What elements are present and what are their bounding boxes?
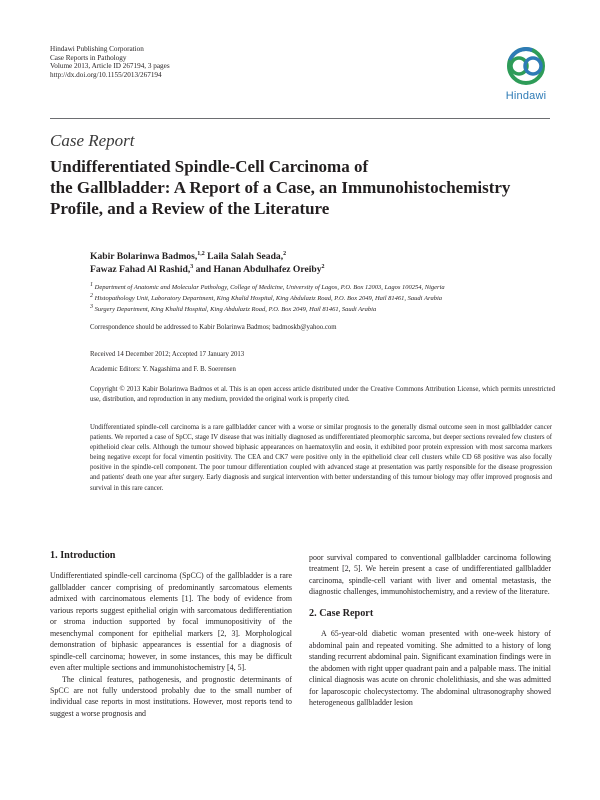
hindawi-logo [497,44,555,106]
header-divider [50,118,550,119]
author-name: Laila Salah Seada, [207,251,284,262]
title-line: the Gallbladder: A Report of a Case, an Immunohistochemistry [50,178,511,197]
title-line: Undifferentiated Spindle-Cell Carcinoma of [50,157,369,176]
author-affiliation-mark: 2 [283,250,287,257]
right-column [309,552,551,708]
volume-info: Volume 2013, Article ID 267194, 3 pages [50,62,170,71]
affiliation-text: Department of Anatomic and Molecular Pathology, College of Medicine, University of Lagos, P.O. Box 12003, Lagos 100254, Nigeria [94,284,445,291]
case-paragraph: A 65-year-old diabetic woman presented with one-week history of abdominal pain and repeated vomiting. She admitted to a history of long standing recurrent abdominal pain. Significant examination findings were in the abdomen with right upper quadrant pain and a palpable mass. The initial clinical diagnosis was acute on chronic cholelithiasis, and she was admitted for laparoscopic cholecystectomy. The abdominal ultrasonography showed heterogeneous gallbladder lesion [309,629,551,707]
affiliation-item [90,282,560,293]
academic-editors: Academic Editors: Y. Nagashima and F. B. Soerensen [90,366,236,373]
affiliation-item [90,293,560,304]
publisher-name: Hindawi Publishing Corporation [50,45,144,53]
article-type: Case Report [50,131,135,150]
affiliation-text: Histopathology Unit, Laboratory Department, King Khalid Hospital, King Abdulaziz Road, P.O. Box 2049, Hail 81461, Saudi Arabia [94,295,443,302]
copyright-notice: Copyright © 2013 Kabir Bolarinwa Badmos et al. This is an open access article distributed under the Creative Commons Attribution License, which permits unrestricted use, distribution, and reproduction in any medium, provided the original work is properly cited. [90,386,555,403]
author-list [90,250,550,276]
affiliation-number: 3 [90,303,93,310]
journal-name: Case Reports in Pathology [50,53,127,62]
article-title [50,156,530,219]
section-heading-case-report: 2. Case Report [309,607,374,619]
affiliations [90,282,560,315]
hindawi-logo-icon [497,44,555,90]
author-name: Fawaz Fahad Al Rashid, [90,264,191,275]
intro-paragraph-continued: poor survival compared to conventional gallbladder carcinoma following treatment [2, 5]. We herein present a case of undifferentiated gallbladder carcinoma, spindle-cell variant with liver and omental metastasis, the diagnostic challenges, immunohistochemistry, and a review of the literature. [309,553,551,597]
affiliation-text: Surgery Department, King Khalid Hospital, King Abdulaziz Road, P.O. Box 2049, Hail 81461, Saudi Arabia [94,306,377,313]
correspondence: Correspondence should be addressed to Kabir Bolarinwa Badmos; badmoskb@yahoo.com [90,324,337,331]
logo-wordmark: Hindawi [505,90,547,102]
affiliation-number: 1 [90,281,93,288]
author-name: and Hanan Abdulhafez Oreiby [195,264,322,275]
intro-paragraph: Undifferentiated spindle-cell carcinoma (SpCC) of the gallbladder is a rare gallbladder cancer comprising of predominantly sarcomatous elements admixed with carcinomatous elements [1]. The body of evidence from various reports suggest epithelial origin with sarcomatous dedifferentiation or stroma induction supported by focal immunopositivity of the mesenchymal component for epithelial markers [2, 3]. Morphological demonstration of biphasic appearances is essential for a diagnosis of spindle-cell carcinoma; however, in some instances, this may be difficult even after multiple sections and immunohistochemistry [4, 5]. [50,571,292,673]
left-column [50,550,292,719]
author-affiliation-mark: 2 [321,263,325,270]
received-dates: Received 14 December 2012; Accepted 17 January 2013 [90,351,245,358]
journal-header [50,45,170,79]
author-affiliation-mark: 1,2 [197,250,205,257]
affiliation-number: 2 [90,292,93,299]
affiliation-item [90,304,560,315]
title-line: Profile, and a Review of the Literature [50,199,330,218]
section-heading-introduction: 1. Introduction [50,550,116,561]
author-affiliation-mark: 3 [190,263,194,270]
doi-link[interactable]: http://dx.doi.org/10.1155/2013/267194 [50,70,162,79]
author-name: Kabir Bolarinwa Badmos, [90,251,198,262]
intro-paragraph: The clinical features, pathogenesis, and prognostic determinants of SpCC are not fully understood probably due to the small number of individual case reports in most institutions. However, most reports tend to suggest a worse prognosis and [50,674,292,718]
abstract: Undifferentiated spindle-cell carcinoma is a rare gallbladder cancer with a worse or similar prognosis to the generally dismal outcome seen in most gallbladder cancer patients. We reported a case of SpCC, stage IV disease that was initially diagnosed as undifferentiated pleomorphic sarcoma, but deeper sections revealed few clusters of epithelioid clear cells. Although the tumour showed biphasic appearances on haematoxylin and eosin, it exhibited poor protein expression with most sarcoma markers being negative except for focal vimentin positivity. The CEA and CK7 were positive only in the epithelioid clear cell clusters while CD 68 positive was also focally positive in the spindle-cell component. The poor tumour differentiation coupled with advanced stage at presentation was partly responsible for the disease progression and patients' death one year after surgery. Early diagnosis and surgical intervention with better understanding of this tumour biology may offer improved prognosis and survival in this rare cancer. [90,424,552,492]
